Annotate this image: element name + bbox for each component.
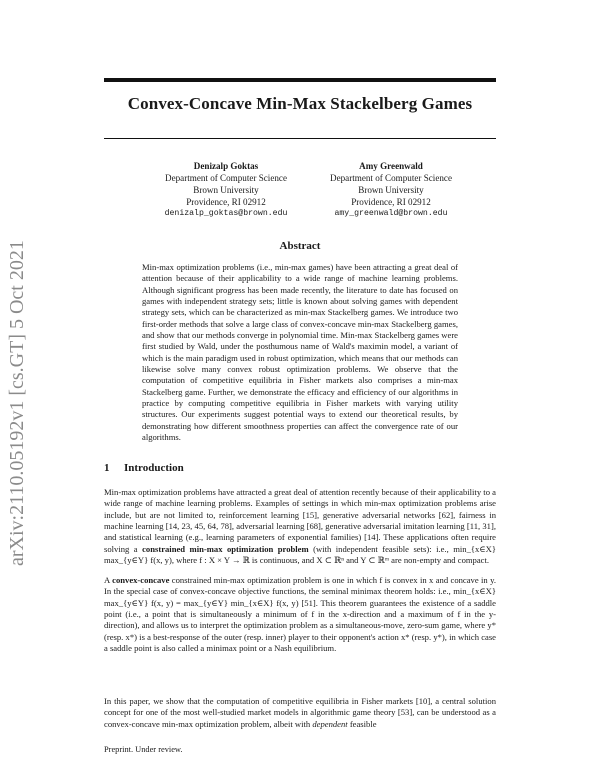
author-university: Brown University: [358, 185, 424, 195]
paper-title: Convex-Concave Min-Max Stackelberg Games: [127, 94, 473, 113]
paragraph-text: A: [104, 575, 113, 585]
section-heading: [104, 462, 184, 474]
author-university: Brown University: [193, 185, 259, 195]
italic-term: dependent: [312, 718, 348, 729]
author-department: Department of Computer Science: [165, 173, 287, 183]
paragraph-text: Min-max optimization problems have attracted a great deal of attention recently because of their applicability to a wide range of machine learning problems. Examples of settings in which min-max optimization problems arise include, but are not limited to, reinforcement learning [15], generative adversarial networks [62], fairness in machine learning [14, 23, 45, 64, 78], adversarial learning [68], generative adversarial imitation learning [11, 31], and statistical learning (e.g., learning parameters of exponential families) [14]. These applications often require solving a: [104, 487, 496, 554]
arxiv-stamp: arXiv:2110.05192v1 [cs.GT] 5 Oct 2021: [6, 240, 28, 566]
paragraph-text: In this paper, we show that the computation of competitive equilibria in Fisher markets [10], a central solution concept for one of the most well-studied market models in algorithmic game theory [53], can be understood as a convex-concave min-max optimization problem, albeit with: [104, 696, 496, 729]
section-title: Introduction: [124, 462, 184, 474]
intro-paragraph-1: [104, 487, 496, 566]
paragraph-text: constrained min-max optimization problem is one in which f is convex in x and concave in y. In the special case of convex-concave objective functions, the seminal minimax theorem holds: i.e., min_{x∈X} max_{y∈Y} f(x, y) = max_{y∈Y} min_{x∈X} f(x, y) [51]. This theorem guarantees the existence of a saddle point (i.e., a point that is simultaneously a minimum of f in the x-direction and a maximum of f in the y-direction), and allows us to interpret the optimization problem as a simultaneous-move, zero-sum game, where y* (resp. x*) is a best-response of the outer (resp. inner) player to their opponent's action x* (resp. y*), in which case a saddle point is also called a minimax point or a Nash equilibrium.: [104, 575, 496, 654]
author-email: denizalp_goktas@brown.edu: [164, 209, 288, 218]
paragraph-text: feasible: [347, 718, 377, 729]
author-city: Providence, RI 02912: [351, 197, 431, 207]
intro-paragraph-3: [104, 696, 496, 730]
bold-term: constrained min-max optimization problem: [142, 543, 309, 554]
title-rule-bottom: [104, 138, 496, 139]
title-rule-top: [104, 78, 496, 82]
author-email: amy_greenwald@brown.edu: [334, 209, 448, 218]
paragraph-text: (with independent feasible sets): i.e., min_{x∈X} max_{y∈Y} f(x, y), where f : X × Y → ℝ is continuous, and X ⊂ ℝⁿ and Y ⊂ ℝᵐ are non-empty and compact.: [104, 543, 496, 566]
intro-paragraph-2: [104, 575, 496, 654]
abstract-heading: Abstract: [279, 240, 321, 252]
section-number: 1: [104, 462, 110, 474]
author-block-2: [291, 160, 491, 220]
abstract-text: Min-max optimization problems (i.e., min-max games) have been attracting a great deal of attention because of their applicability to a wide range of machine learning problems. Although significant progress has been made recently, the literature to date has focused on games with independent strategy sets; little is known about solving games with dependent strategy sets, which can be characterized as min-max Stackelberg games. We introduce two first-order methods that solve a large class of convex-concave min-max Stackelberg games, and show that our methods converge in polynomial time. Min-max Stackelberg games were first studied by Wald, under the posthumous name of Wald's maximin model, a variant of which is the main paradigm used in robust optimization, which means that our methods can likewise solve many convex robust optimization problems. We observe that the computation of competitive equilibria in Fisher markets also comprises a min-max Stackelberg game. Further, we demonstrate the efficacy and efficiency of our algorithms in practice by computing competitive equilibria in Fisher markets with varying utility structures. Our experiments suggest potential ways to extend our theoretical results, by demonstrating how different smoothness properties can affect the convergence rate of our algorithms.: [142, 262, 458, 443]
footer-note: Preprint. Under review.: [104, 745, 183, 754]
author-city: Providence, RI 02912: [186, 197, 266, 207]
author-name: Amy Greenwald: [359, 161, 423, 171]
author-department: Department of Computer Science: [330, 173, 452, 183]
bold-term: convex-concave: [112, 575, 170, 585]
author-name: Denizalp Goktas: [193, 161, 259, 171]
